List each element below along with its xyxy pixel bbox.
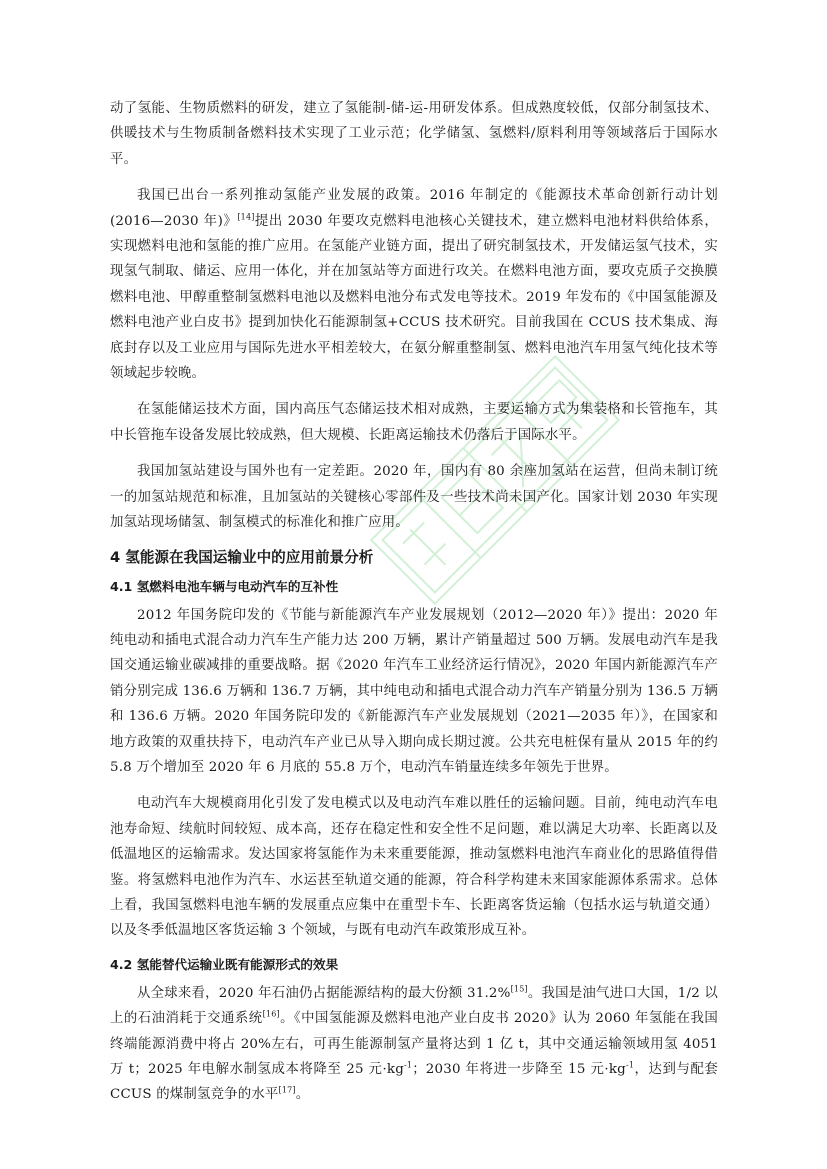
citation-14: [14] xyxy=(237,212,255,222)
unit-exponent-1: -1 xyxy=(404,1060,413,1070)
paragraph-2 xyxy=(110,183,718,386)
citation-17: [17] xyxy=(278,1085,296,1095)
paragraph-1: 动了氢能、生物质燃料的研发，建立了氢能制-储-运-用研发体系。但成熟度较低，仅部分制氢技术、供暖技术与生物质制备燃料技术实现了工业示范；化学储氢、氢燃料/原料利用等领域落后于国际水平。 xyxy=(110,101,718,167)
main-text-column xyxy=(110,96,718,1119)
paragraph-7 xyxy=(110,981,718,1108)
paragraph-7-text-e: ，达到与配套 CCUS 的煤制氢竞争的水平 xyxy=(110,1062,719,1103)
section-4-2-heading: 4.2 氢能替代运输业既有能源形式的效果 xyxy=(110,956,339,972)
paragraph-6: 电动汽车大规模商用化引发了发电模式以及电动汽车难以胜任的运输问题。目前，纯电动汽车电池寿命短、续航时间较短、成本高，还存在稳定性和安全性不足问题，难以满足大功率、长距离以及低温地区的运输需求。发达国家将氢能作为未来重要能源，推动氢燃料电池汽车商业化的思路值得借鉴。将氢燃料电池作为汽车、水运甚至轨道交通的能源，符合科学构建未来国家能源体系需求。总体上看，我国氢燃料电池车辆的发展重点应集中在重型卡车、长距离客货运输（包括水运与轨道交通）以及冬季低温地区客货运输 3 个领域，与既有电动汽车政策形成互补。 xyxy=(110,796,718,939)
paragraph-7-text-c: 。《中国氢能源及燃料电池产业白皮书 2020》认为 2060 年氢能在我国终端能源消费中将占 20%左右，可再生能源制氢产量将达到 1 亿 t，其中交通运输领域用氢 4051 万 t；2025 年电解水制氢成本将降至 25 元·kg xyxy=(110,1011,718,1077)
paragraph-7-text-b: 。我国是油气进口大国，1/2 以上的石油消耗于交通系统 xyxy=(110,985,719,1027)
paragraph-7-text-f: 。 xyxy=(295,1087,310,1103)
paragraph-5: 2012 年国务院印发的《节能与新能源汽车产业发展规划（2012—2020 年）》提出：2020 年纯电动和插电式混合动力汽车生产能力达 200 万辆，累计产销量超过 500 万辆。发展电动汽车是我国交通运输业碳减排的重要战略。据《2020 年汽车工业经济运行情况》，2020 年国内新能源汽车产销分别完成 136.6 万辆和 136.7 万辆，其中纯电动和插电式混合动力汽车产销量分别为 136.5 万辆和 136.6 万辆。2020 年国务院印发的《新能源汽车产业发展规划（2021—2035 年）》，在国家和地方政策的双重扶持下，电动汽车产业已从导入期向成长期过渡。公共充电桩保有量从 2015 年的约 5.8 万个增加至 2020 年 6 月底的 55.8 万个，电动汽车销量连续多年领先于世界。 xyxy=(110,607,718,775)
paragraph-4: 我国加氢站建设与国外也有一定差距。2020 年，国内有 80 余座加氢站在运营，但尚未制订统一的加氢站规范和标准，且加氢站的关键核心零部件及一些技术尚未国产化。国家计划 2030 年实现加氢站现场储氢、制氢模式的标准化和推广应用。 xyxy=(110,464,718,531)
paragraph-7-text-a: 从全球来看，2020 年石油仍占据能源结构的最大份额 31.2% xyxy=(137,985,511,1001)
paragraph-7-text-d: ；2030 年将进一步降至 15 元·kg xyxy=(412,1062,626,1077)
paragraph-2-text-b: 提出 2030 年要攻克燃料电池核心关键技术，建立燃料电池材料供给体系，实现燃料电池和氢能的推广应用。在氢能产业链方面，提出了研究制氢技术，开发储运氢气技术，实现氢气制取、储运、应用一体化，并在加氢站等方面进行攻关。在燃料电池方面，要攻克质子交换膜燃料电池、甲醇重整制氢燃料电池以及燃料电池分布式发电等技术。2019 年发布的《中国氢能源及燃料电池产业白皮书》提到加快化石能源制氢+CCUS 技术研究。目前我国在 CCUS 技术集成、海底封存以及工业应用与国际先进水平相差较大，在氨分解重整制氢、燃料电池汽车用氢气纯化技术等领域起步较晚。 xyxy=(110,213,718,382)
citation-16: [16] xyxy=(262,1009,280,1019)
paragraph-2-text-a: 我国已出台一系列推动氢能产业发展的政策。2016 年制定的《能源技术革命创新行动计划(2016—2030 年)》 xyxy=(110,188,718,229)
citation-15: [15] xyxy=(510,984,528,994)
section-4-heading: 4 氢能源在我国运输业中的应用前景分析 xyxy=(110,548,374,566)
section-4-1-heading: 4.1 氢燃料电池车辆与电动汽车的互补性 xyxy=(110,578,339,594)
unit-exponent-2: -1 xyxy=(625,1060,635,1070)
paragraph-3: 在氢能储运技术方面，国内高压气态储运技术相对成熟，主要运输方式为集装格和长管拖车，其中长管拖车设备发展比较成熟，但大规模、长距离运输技术仍落后于国际水平。 xyxy=(110,402,718,443)
